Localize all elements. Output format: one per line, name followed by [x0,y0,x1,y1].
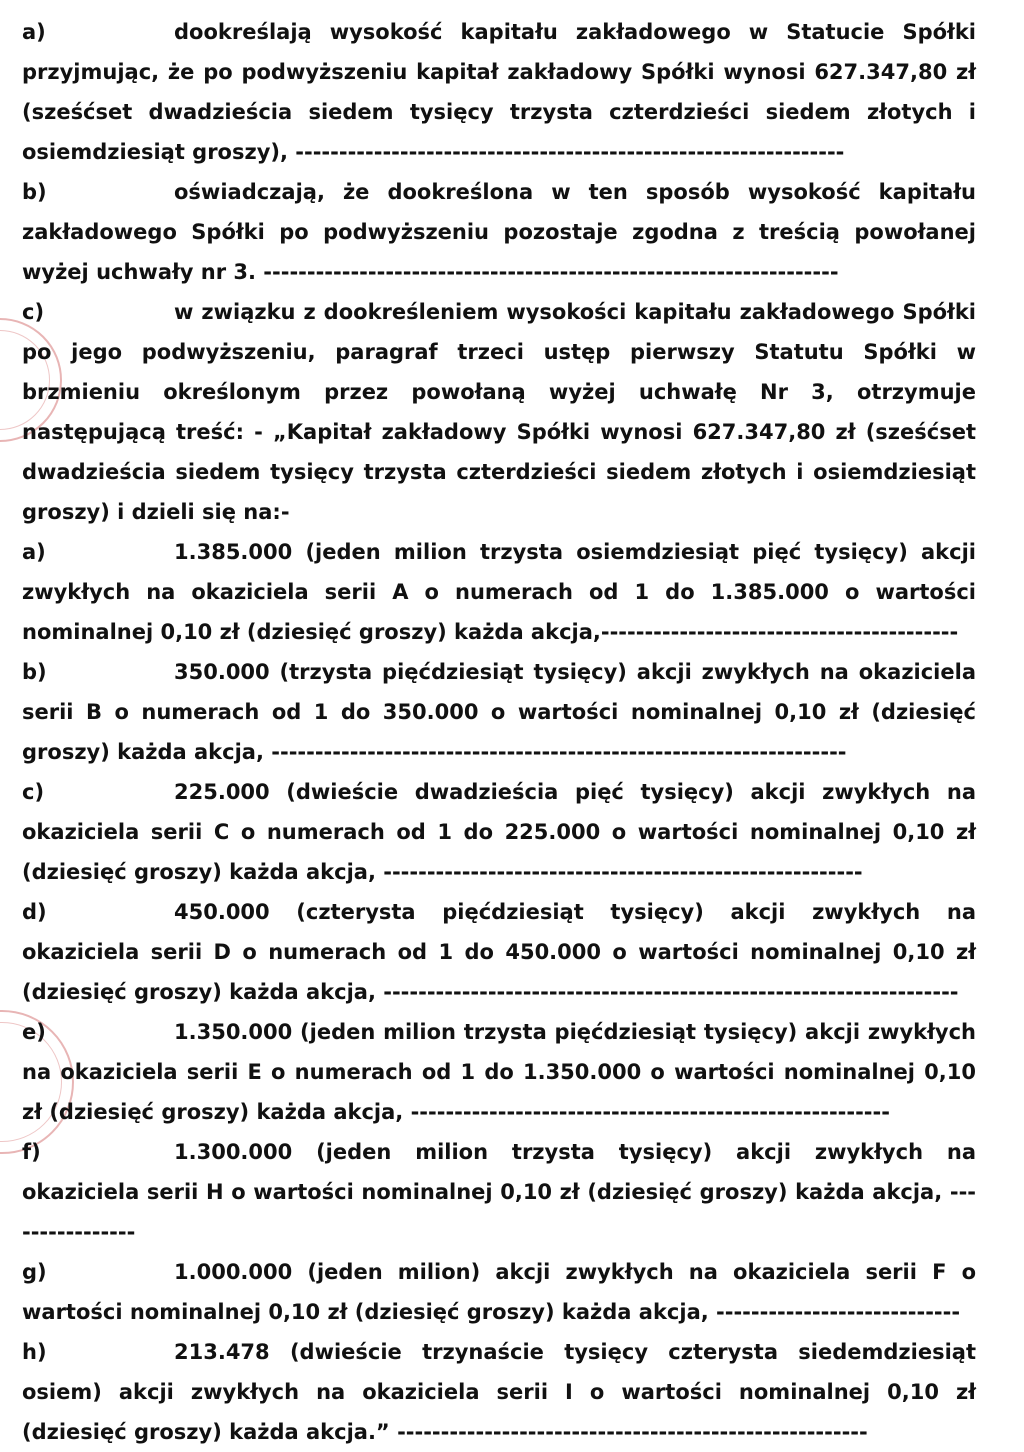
item-marker: b) [22,180,47,204]
dash-fill: ------------------------------------------------------------------ [271,740,847,764]
item-marker: c) [22,780,45,804]
paragraph-item [22,292,976,532]
item-marker: a) [22,540,46,564]
dash-fill: ------------------------------------------------------- [383,860,863,884]
dash-fill: --------------------------------------------------------------- [295,140,845,164]
item-marker: g) [22,1260,47,1284]
paragraph-item [22,172,976,292]
item-marker: a) [22,20,46,44]
item-text: 1.000.000 (jeden milion) akcji zwykłych na okaziciela serii F o wartości nominalnej 0,10 zł (dziesięć groszy) każda akcja, [22,1260,976,1324]
item-text: oświadczają, że dookreślona w ten sposób wysokość kapitału zakładowego Spółki po podwyższeniu pozostaje zgodna z treścią powołanej wyżej uchwały nr 3. [22,180,976,284]
item-text: 1.385.000 (jeden milion trzysta osiemdziesiąt pięć tysięcy) akcji zwykłych na okaziciela serii A o numerach od 1 do 1.385.000 o wartości nominalnej 0,10 zł (dziesięć groszy) każda akcja, [22,540,976,644]
item-marker: c) [22,300,45,324]
item-marker: e) [22,1020,46,1044]
item-marker: f) [22,1140,41,1164]
item-marker: h) [22,1340,47,1364]
item-text: dookreślają wysokość kapitału zakładowego w Statucie Spółki przyjmując, że po podwyższeniu kapitał zakładowy Spółki wynosi 627.347,80 zł (sześćset dwadzieścia siedem tysięcy trzysta czterdzieści siedem złotych i osiemdziesiąt groszy), [22,20,976,164]
item-text: 1.300.000 (jeden milion trzysta tysięcy) akcji zwykłych na okaziciela serii H o wartości nominalnej 0,10 zł (dziesięć groszy) każda akcja, [22,1140,976,1204]
share-series-item [22,532,976,652]
share-series-item [22,1132,976,1252]
dash-fill: ----------------------------------------- [600,620,959,644]
dash-fill: ---------------------------- [716,1300,961,1324]
share-series-item [22,892,976,1012]
share-series-item [22,1332,976,1452]
share-series-item [22,1012,976,1132]
item-text: 225.000 (dwieście dwadzieścia pięć tysięcy) akcji zwykłych na okaziciela serii C o numerach od 1 do 225.000 o wartości nominalnej 0,10 zł (dziesięć groszy) każda akcja, [22,780,976,884]
dash-fill: ------------------------------------------------------------------ [383,980,959,1004]
dash-fill: ------------------------------------------------------ [397,1420,868,1444]
item-text: 1.350.000 (jeden milion trzysta pięćdziesiąt tysięcy) akcji zwykłych na okaziciela serii E o numerach od 1 do 1.350.000 o wartości nominalnej 0,10 zł (dziesięć groszy) każda akcja, [22,1020,976,1124]
item-text: 213.478 (dwieście trzynaście tysięcy czterysta siedemdziesiąt osiem) akcji zwykłych na okaziciela serii I o wartości nominalnej 0,10 zł (dziesięć groszy) każda akcja.” [22,1340,976,1444]
item-text: w związku z dookreśleniem wysokości kapitału zakładowego Spółki po jego podwyższeniu, paragraf trzeci ustęp pierwszy Statutu Spółki w brzmieniu określonym przez powołaną wyżej uchwałę Nr 3, otrzymuje następującą treść: - „Kapitał zakładowy Spółki wynosi 627.347,80 zł (sześćset dwadzieścia siedem tysięcy trzysta czterdzieści siedem złotych i osiemdziesiąt groszy) i dzieli się na:- [22,300,976,524]
share-series-item [22,652,976,772]
item-marker: b) [22,660,47,684]
dash-fill: ---------------- [22,1180,977,1244]
document-body [22,12,976,1452]
dash-fill: ------------------------------------------------------------------ [263,260,839,284]
dash-fill: ------------------------------------------------------- [410,1100,890,1124]
item-marker: d) [22,900,47,924]
share-series-item [22,772,976,892]
item-text: 450.000 (czterysta pięćdziesiąt tysięcy) akcji zwykłych na okaziciela serii D o numerach od 1 do 450.000 o wartości nominalnej 0,10 zł (dziesięć groszy) każda akcja, [22,900,976,1004]
share-series-item [22,1252,976,1332]
item-text: 350.000 (trzysta pięćdziesiąt tysięcy) akcji zwykłych na okaziciela serii B o numerach od 1 do 350.000 o wartości nominalnej 0,10 zł (dziesięć groszy) każda akcja, [22,660,976,764]
paragraph-item [22,12,976,172]
